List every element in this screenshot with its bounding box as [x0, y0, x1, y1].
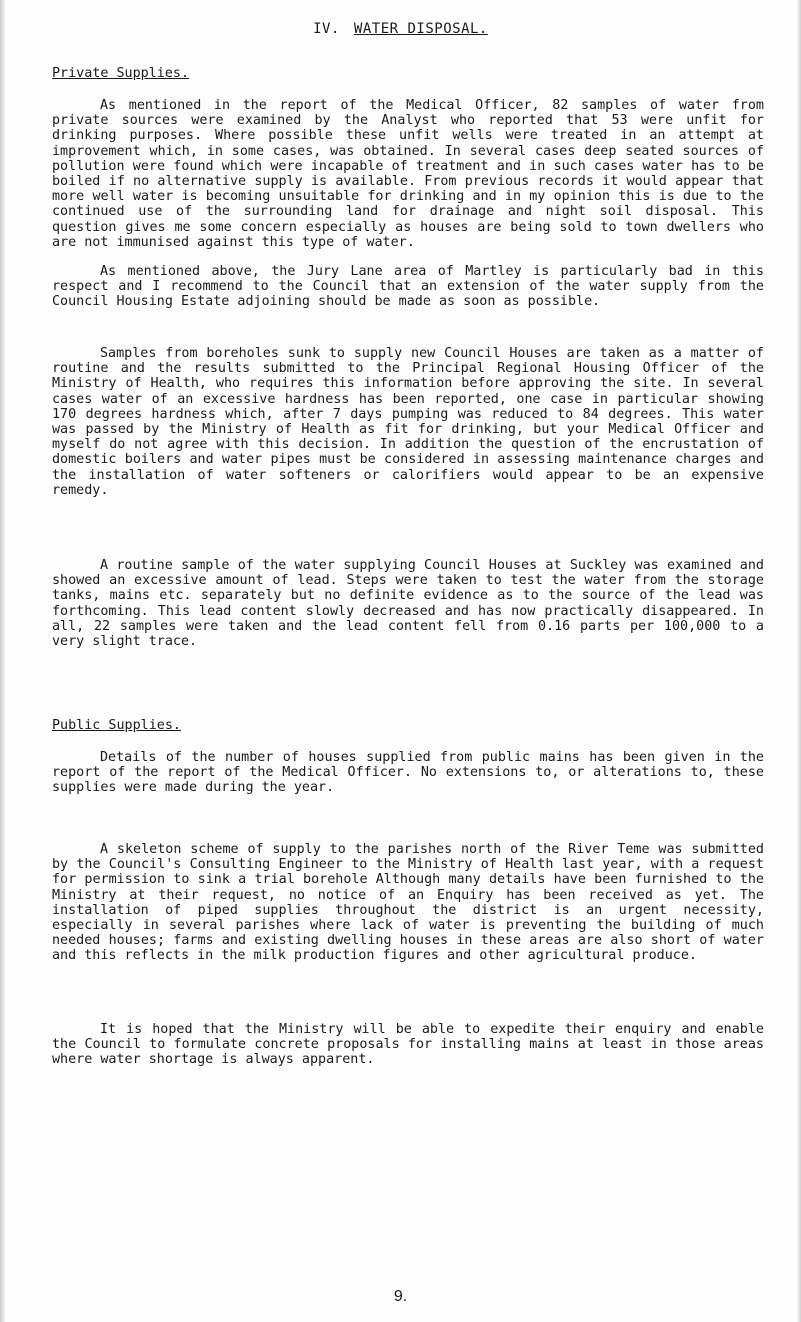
scan-edge-left — [0, 0, 5, 1322]
subheading-public-supplies: Public Supplies. — [52, 718, 181, 733]
page-number: 9. — [393, 1288, 408, 1305]
section-title: WATER DISPOSAL. — [353, 21, 488, 37]
scan-edge-right — [797, 0, 801, 1322]
paragraph-private-2: As mentioned above, the Jury Lane area of Martley is particularly bad in this respect and I recommend to the Council that an extension of the water supply from the Council Housing Estate adjoining should be made as soon as possible. — [52, 264, 764, 310]
section-number: IV. — [313, 21, 340, 37]
page-heading — [0, 22, 801, 37]
paragraph-private-1: As mentioned in the report of the Medical Officer, 82 samples of water from private sources were examined by the Analyst who reported that 53 were unfit for drinking purposes. Where possible these unfit wells were treated in an attempt at improvement which, in some cases, was obtained. In several cases deep seated sources of pollution were found which were incapable of treatment and in such cases water has to be boiled if no alternative supply is available. From previous records it would appear that more well water is becoming unsuitable for drinking and in my opinion this is due to the continued use of the surrounding land for drainage and night soil disposal. This question gives me some concern especially as houses are being sold to town dwellers who are not immunised against this type of water. — [52, 98, 764, 250]
paragraph-private-4: A routine sample of the water supplying Council Houses at Suckley was examined and showed an excessive amount of lead. Steps were taken to test the water from the storage tanks, mains etc. separately but no definite evidence as to the source of the lead was forthcoming. This lead content slowly decreased and has now practically disappeared. In all, 22 samples were taken and the lead content fell from 0.16 parts per 100,000 to a very slight trace. — [52, 558, 764, 650]
paragraph-public-1: Details of the number of houses supplied from public mains has been given in the report of the report of the Medical Officer. No extensions to, or alterations to, these supplies were made during the year. — [52, 750, 764, 796]
paragraph-private-3: Samples from boreholes sunk to supply new Council Houses are taken as a matter of routine and the results submitted to the Principal Regional Housing Officer of the Ministry of Health, who requires this information before approving the site. In several cases water of an excessive hardness has been reported, one case in particular showing 170 degrees hardness which, after 7 days pumping was reduced to 84 degrees. This water was passed by the Ministry of Health as fit for drinking, but your Medical Officer and myself do not agree with this decision. In addition the question of the encrustation of domestic boilers and water pipes must be considered in assessing maintenance charges and the installation of water softeners or calorifiers would appear to be an expensive remedy. — [52, 346, 764, 498]
paragraph-public-3: It is hoped that the Ministry will be able to expedite their enquiry and enable the Council to formulate concrete proposals for installing mains at least in those areas where water shortage is always apparent. — [52, 1022, 764, 1068]
paragraph-public-2: A skeleton scheme of supply to the parishes north of the River Teme was submitted by the Council's Consulting Engineer to the Ministry of Health last year, with a request for permission to sink a trial borehole Although many details have been furnished to the Ministry at their request, no notice of an Enquiry has been received as yet. The installation of piped supplies throughout the district is an urgent necessity, especially in several parishes where lack of water is preventing the building of much needed houses; farms and existing dwelling houses in these areas are also short of water and this reflects in the milk production figures and other agricultural produce. — [52, 842, 764, 964]
subheading-private-supplies: Private Supplies. — [52, 66, 190, 81]
